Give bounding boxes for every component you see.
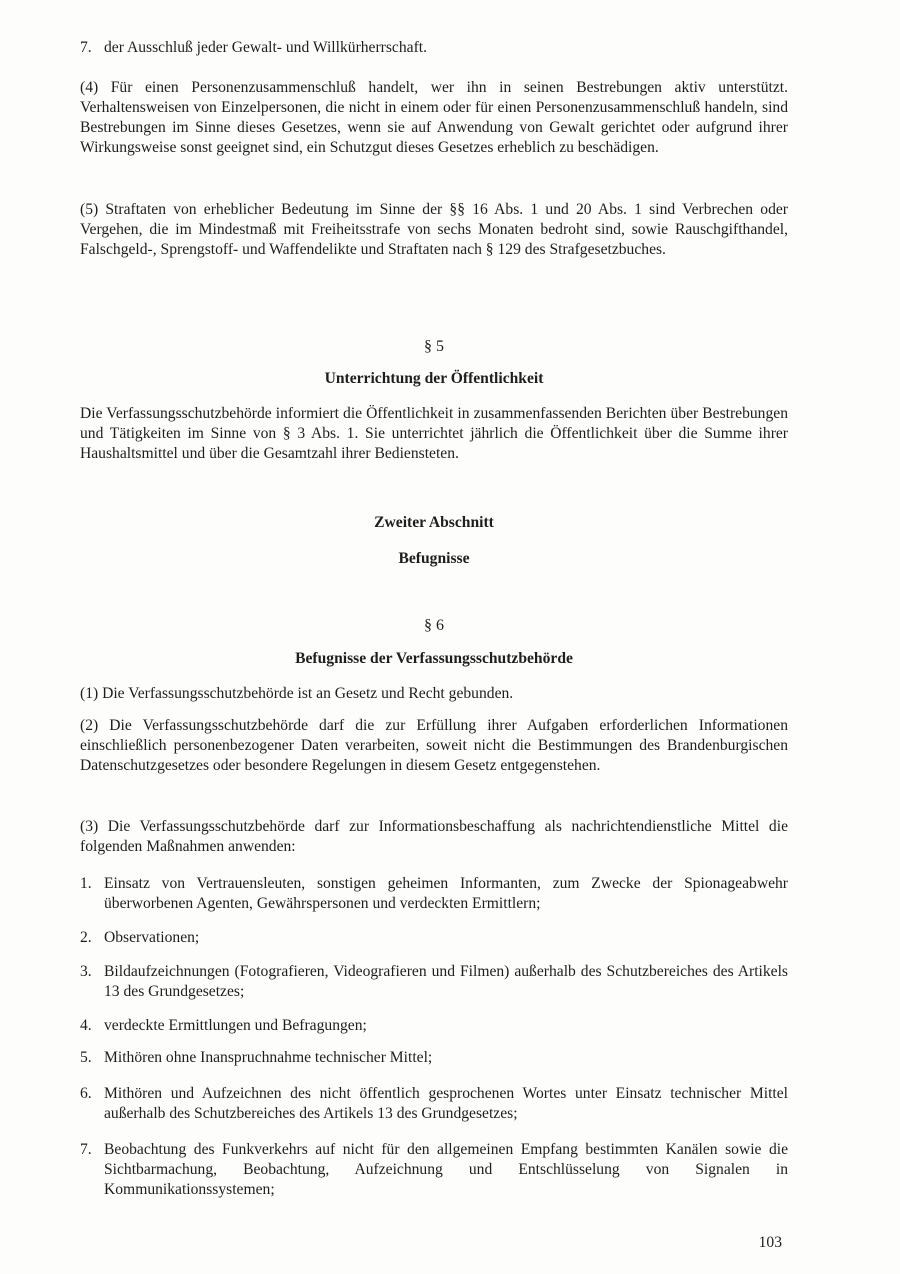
chapter-title: Zweiter Abschnitt [374, 514, 494, 531]
page-number: 103 [758, 1234, 782, 1251]
paragraph-4: (4) Für einen Personenzusammenschluß handelt, wer ihn in seinen Bestrebungen aktiv unterstützt. Verhaltensweisen von Einzelpersonen, die nicht in einem oder für einen Personenzusammenschluß handeln, sind Bestrebungen im Sinne dieses Gesetzes, wenn sie auf Anwendung von Gewalt gerichtet oder aufgrund ihrer Wirkungsweise sonst geeignet sind, ein Schutzgut dieses Gesetzes erheblich zu beschädigen. [80, 79, 788, 156]
list-text: Einsatz von Vertrauensleuten, sonstigen geheimen Informanten, zum Zwecke der Spionageabwehr überworbenen Agenten, Gewährspersonen und verdeckten Ermittlern; [104, 875, 788, 912]
list-number: 3. [80, 963, 92, 980]
section-5-text: Die Verfassungsschutzbehörde informiert die Öffentlichkeit in zusammenfassenden Berichten über Bestrebungen und Tätigkeiten im Sinne von § 3 Abs. 1. Sie unterrichtet jährlich die Öffentlichkeit über die Summe ihrer Haushaltsmittel und über die Gesamtzahl ihrer Bediensteten. [80, 405, 788, 462]
section-6-paragraph-1: (1) Die Verfassungsschutzbehörde ist an Gesetz und Recht gebunden. [80, 685, 514, 702]
list-number: 5. [80, 1049, 92, 1066]
list-number: 4. [80, 1017, 92, 1034]
document-page [80, 0, 788, 1274]
paragraph-5: (5) Straftaten von erheblicher Bedeutung im Sinne der §§ 16 Abs. 1 und 20 Abs. 1 sind Verbrechen oder Vergehen, die im Mindestmaß mit Freiheitsstrafe von sechs Monaten bedroht sind, sowie Rauschgifthandel, Falschgeld-, Sprengstoff- und Waffendelikte und Straftaten nach § 129 des Strafgesetzbuches. [80, 201, 788, 258]
list-number: 6. [80, 1085, 92, 1102]
list-text: Observationen; [104, 929, 200, 946]
list-number: 7. [80, 1141, 92, 1158]
section-6-paragraph-3: (3) Die Verfassungsschutzbehörde darf zur Informationsbeschaffung als nachrichtendienstliche Mittel die folgenden Maßnahmen anwenden: [80, 818, 788, 855]
section-6-title: Befugnisse der Verfassungsschutzbehörde [295, 650, 573, 667]
list-number: 1. [80, 875, 92, 892]
list-number: 2. [80, 929, 92, 946]
list-text: der Ausschluß jeder Gewalt- und Willkürherrschaft. [104, 39, 427, 56]
section-5-title: Unterrichtung der Öffentlichkeit [324, 370, 544, 387]
list-text: Mithören ohne Inanspruchnahme technischer Mittel; [104, 1049, 433, 1066]
section-6-symbol: § 6 [424, 617, 444, 634]
section-6-paragraph-2: (2) Die Verfassungsschutzbehörde darf die zur Erfüllung ihrer Aufgaben erforderlichen Informationen einschließlich personenbezogener Daten verarbeiten, soweit nicht die Bestimmungen des Brandenburgischen Datenschutzgesetzes oder besondere Regelungen in diesem Gesetz entgegenstehen. [80, 717, 788, 774]
list-text: verdeckte Ermittlungen und Befragungen; [104, 1017, 367, 1034]
list-number: 7. [80, 39, 92, 56]
chapter-subtitle: Befugnisse [398, 550, 470, 567]
section-5-symbol: § 5 [424, 338, 444, 355]
list-text: Bildaufzeichnungen (Fotografieren, Videografieren und Filmen) außerhalb des Schutzbereiches des Artikels 13 des Grundgesetzes; [104, 963, 788, 1000]
list-text: Mithören und Aufzeichnen des nicht öffentlich gesprochenen Wortes unter Einsatz technischer Mittel außerhalb des Schutzbereiches des Artikels 13 des Grundgesetzes; [104, 1085, 788, 1122]
list-text: Beobachtung des Funkverkehrs auf nicht für den allgemeinen Empfang bestimmten Kanälen sowie die Sichtbarmachung, Beobachtung, Aufzeichnung und Entschlüsselung von Signalen in Kommunikationssystemen; [104, 1141, 788, 1198]
